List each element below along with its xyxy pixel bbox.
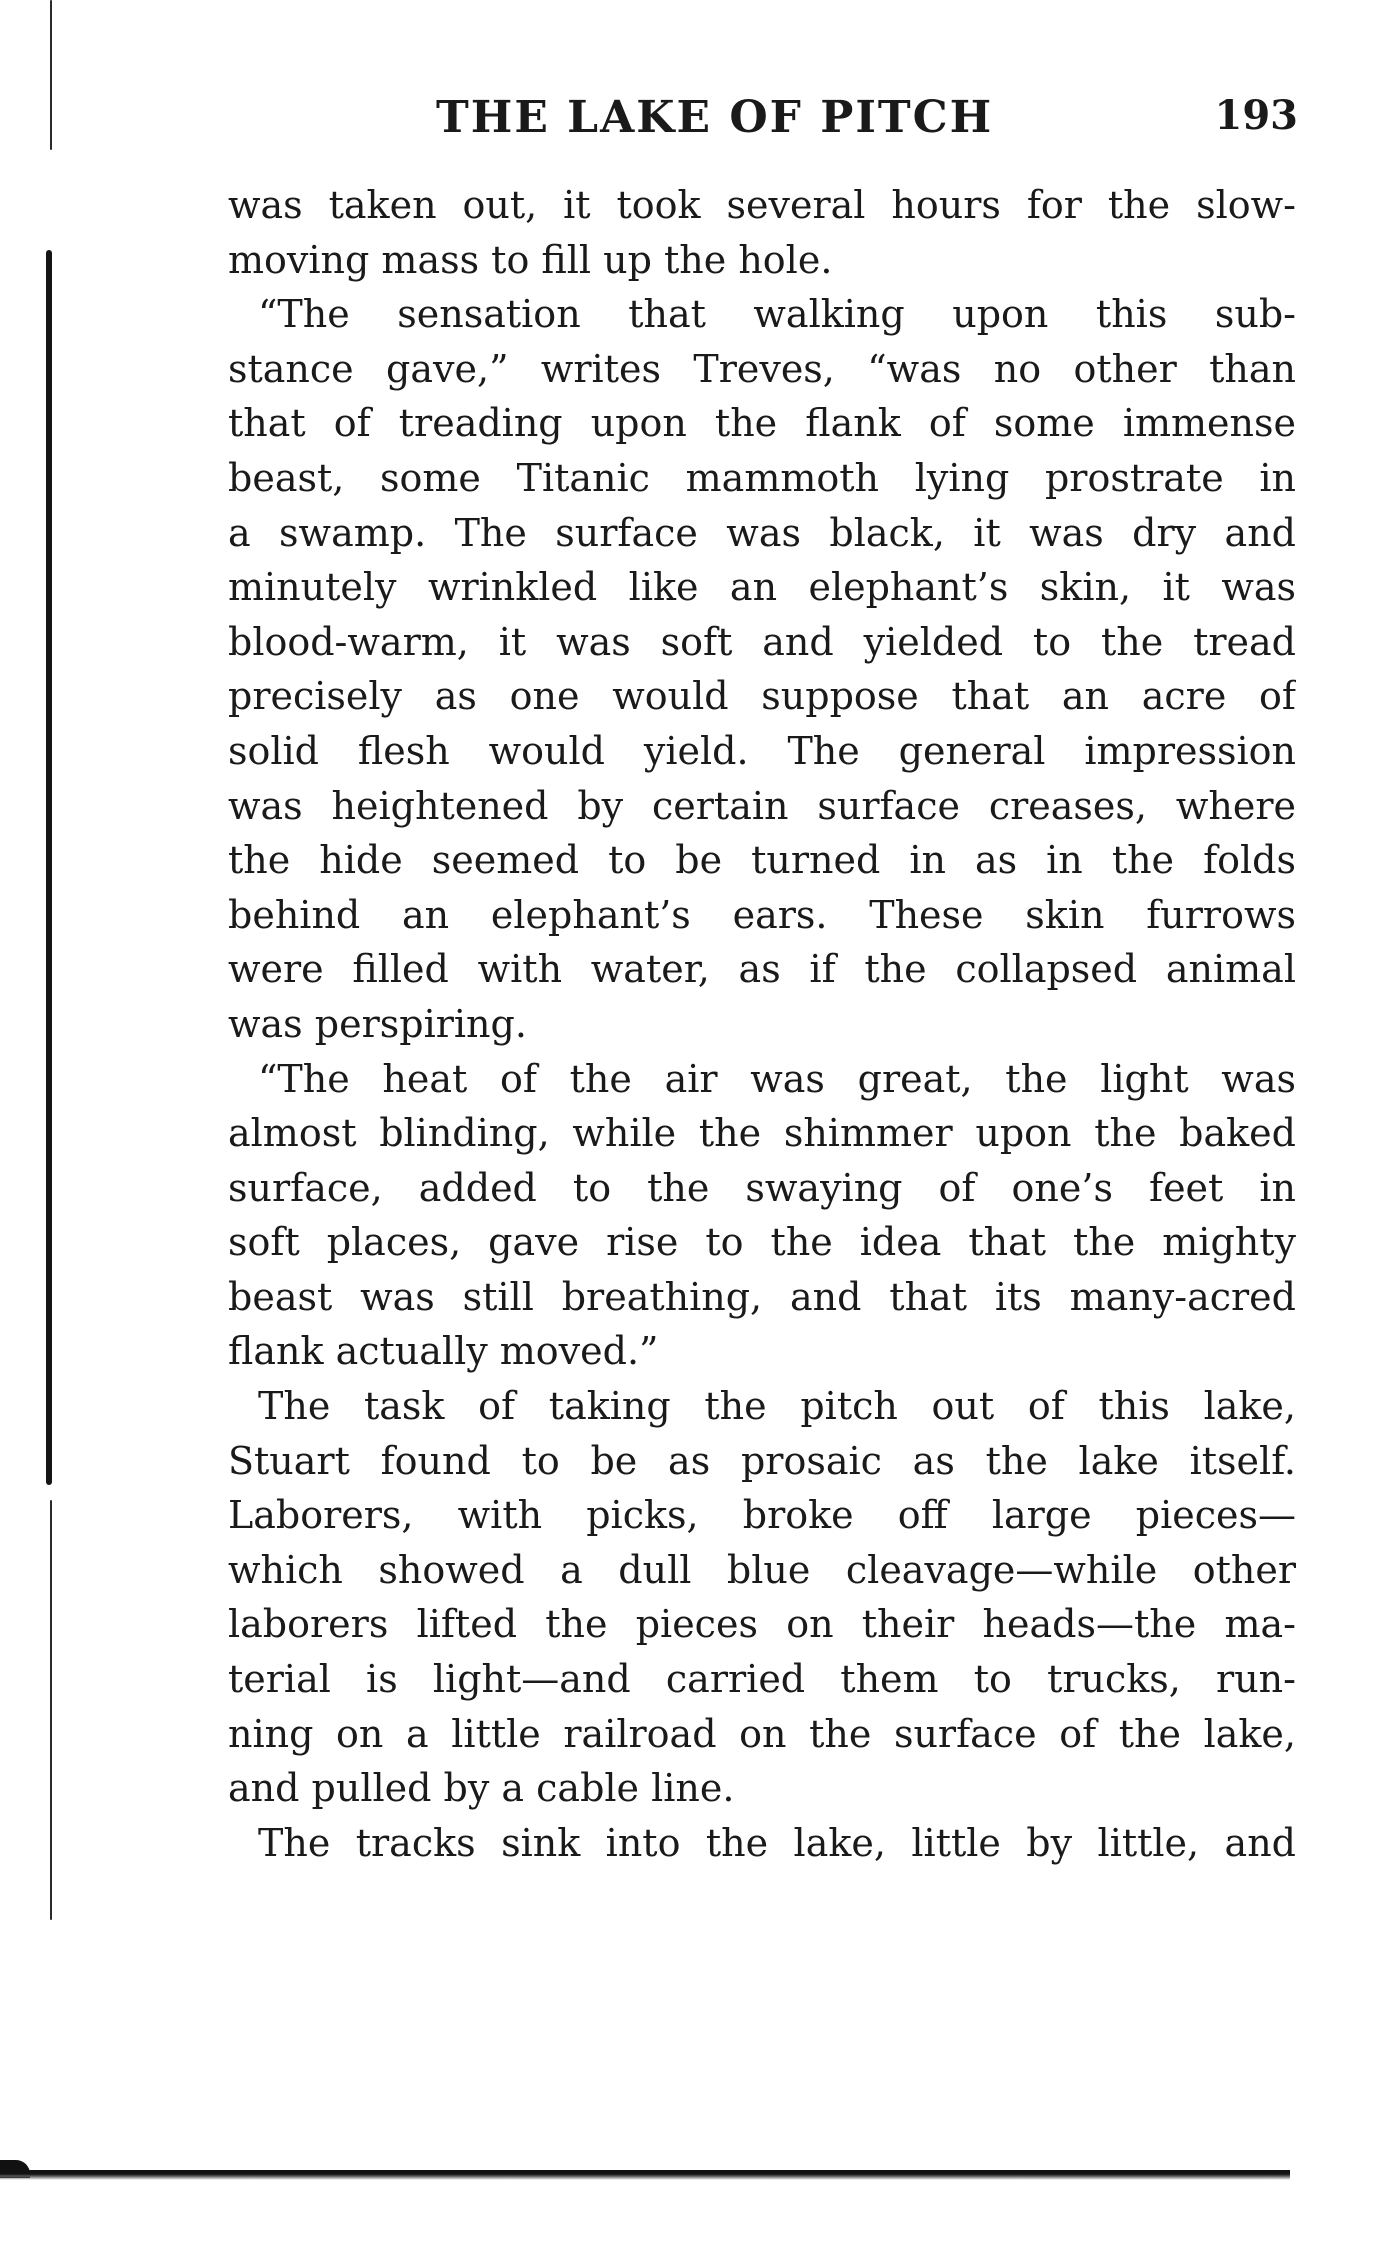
binding-edge-shadow xyxy=(46,250,52,1485)
running-title: THE LAKE OF PITCH xyxy=(436,92,994,143)
text-line: surface, added to the swaying of one’s feet in xyxy=(228,1165,1296,1210)
text-line: Laborers, with picks, broke off large pieces— xyxy=(228,1493,1296,1538)
text-line: beast was still breathing, and that its many-acred xyxy=(228,1274,1296,1319)
text-line: ning on a little railroad on the surface of the lake, xyxy=(228,1711,1296,1756)
bottom-edge-shadow xyxy=(0,2170,1290,2180)
text-line: moving mass to fill up the hole. xyxy=(228,237,833,282)
text-line: soft places, gave rise to the idea that the mighty xyxy=(228,1220,1296,1265)
text-line: The task of taking the pitch out of this lake, xyxy=(258,1384,1296,1429)
text-line: precisely as one would suppose that an acre of xyxy=(228,674,1296,719)
text-line: laborers lifted the pieces on their heads—the ma- xyxy=(228,1602,1296,1647)
text-line: behind an elephant’s ears. These skin furrows xyxy=(228,892,1296,937)
text-line: was taken out, it took several hours for the slow- xyxy=(228,183,1296,227)
text-line: beast, some Titanic mammoth lying prostrate in xyxy=(228,455,1296,500)
text-line: terial is light—and carried them to trucks, run- xyxy=(228,1657,1296,1702)
text-line: which showed a dull blue cleavage—while other xyxy=(228,1547,1296,1592)
text-line: “The sensation that walking upon this sub- xyxy=(258,292,1296,337)
text-line: almost blinding, while the shimmer upon the baked xyxy=(228,1111,1296,1156)
body-text xyxy=(228,178,1296,1870)
text-line: stance gave,” writes Treves, “was no other than xyxy=(228,346,1296,391)
binding-edge-line-top xyxy=(50,0,52,150)
text-line: and pulled by a cable line. xyxy=(228,1766,735,1811)
text-line: that of treading upon the flank of some immense xyxy=(228,401,1296,446)
text-line: were filled with water, as if the collapsed animal xyxy=(228,947,1296,992)
text-line: was perspiring. xyxy=(228,1001,527,1046)
text-line: was heightened by certain surface creases, where xyxy=(228,783,1296,828)
text-line: blood-warm, it was soft and yielded to the tread xyxy=(228,619,1296,664)
text-line: “The heat of the air was great, the light was xyxy=(258,1056,1296,1101)
text-line: solid flesh would yield. The general impression xyxy=(228,728,1296,773)
text-line: Stuart found to be as prosaic as the lake itself. xyxy=(228,1438,1296,1483)
text-line: flank actually moved.” xyxy=(228,1329,659,1374)
text-line: The tracks sink into the lake, little by little, and xyxy=(258,1820,1296,1865)
text-line: minutely wrinkled like an elephant’s skin, it was xyxy=(228,565,1296,610)
text-line: a swamp. The surface was black, it was dry and xyxy=(228,510,1296,555)
text-line: the hide seemed to be turned in as in the folds xyxy=(228,838,1296,883)
page-number: 193 xyxy=(1214,92,1298,139)
page-header xyxy=(222,92,1298,152)
binding-edge-line-bottom xyxy=(50,1500,52,1920)
